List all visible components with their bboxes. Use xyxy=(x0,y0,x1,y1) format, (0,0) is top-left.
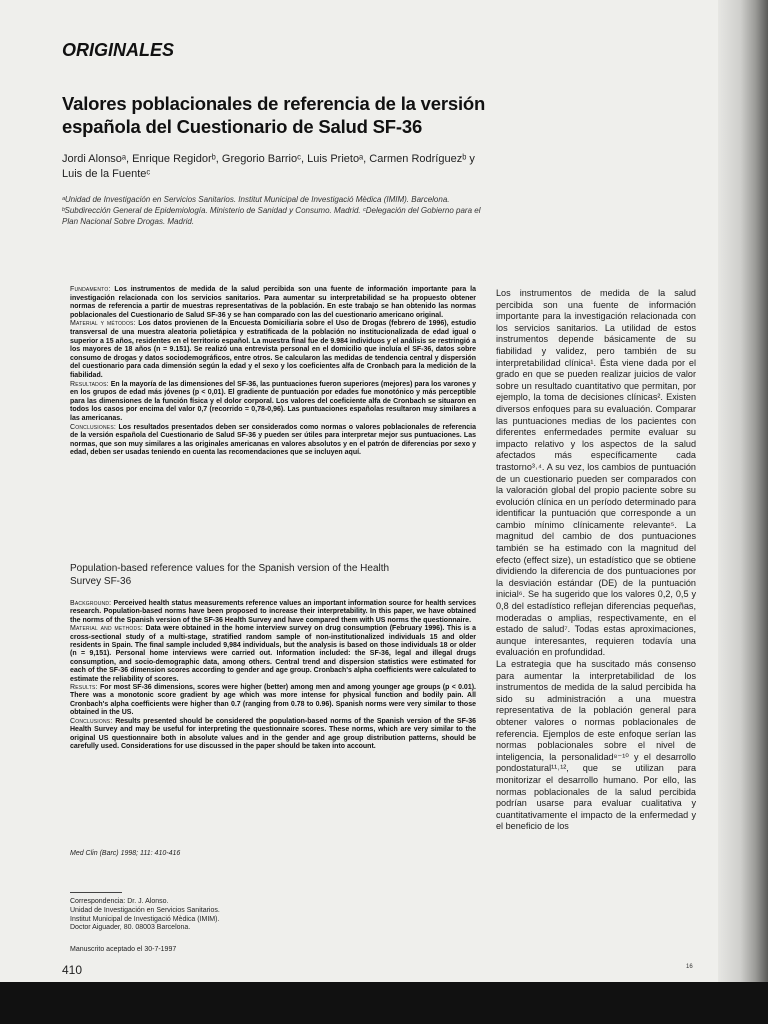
correspondence xyxy=(70,898,330,933)
abstract-label: Results: xyxy=(70,684,98,692)
author-list: Jordi Alonsoᵃ, Enrique Regidorᵇ, Gregorio Barrioᶜ, Luis Prietoᵃ, Carmen Rodríguezᵇ y Luis de la Fuenteᶜ xyxy=(62,153,475,180)
abstract-label: Background: xyxy=(70,600,112,607)
correspondence-line: Doctor Aiguader, 80. 08003 Barcelona. xyxy=(70,924,191,932)
page-gutter-shadow xyxy=(718,0,768,982)
abstract-conclusions: Conclusions: Results presented should be considered the population-based norms of the Spanish version of the SF-36 Health Survey and may be useful for interpreting the questionnaire scores. These norms, which are very similar to the original US questionnaire both in absolute values and in the gender and age group distribution patterns, should be carefully used. Considerations for use discussed in the paper should be taken into account. xyxy=(70,717,476,750)
abstract-results: Results: For most SF-36 dimensions, scores were higher (better) among men and among younger age groups (p < 0.01). There was a monotonic score gradient by age which was more intense for physical function and bodily pain. All Cronbach's alpha coefficients were higher than 0.7 (ranging from 0.78 to 0.96). Spanish norms were very similar to those obtained in the US. xyxy=(70,684,476,717)
abstract-resultados: Resultados: En la mayoría de las dimensiones del SF-36, las puntuaciones fueron superiores (mejores) para los varones y en los grupos de edad más jóvenes (p < 0,01). El gradiente de puntuación por edades fue monotónico y más perceptible para las dimensiones de la función física y el dolor corporal. Los valores del coeficiente alfa de Cronbach se situaron en todos los casos por encima del valor 0,7 (recorrido = 0,78-0,96). Las puntuaciones españolas resultaron muy similares a las americanas. xyxy=(70,380,476,422)
abstract-english xyxy=(70,600,476,751)
corner-page-marker: 16 xyxy=(686,964,693,970)
affiliations: ᵃUnidad de Investigación en Servicios Sanitarios. Institut Municipal de Investigació Mèdica (IMIM). Barcelona. ᵇSubdirección General de Epidemiología. Ministerio de Sanidad y Consumo. Madrid. ᶜDelegación del Gobierno para el Plan Nacional Sobre Drogas. Madrid. xyxy=(62,195,481,226)
abstract-label: Material y métodos: xyxy=(70,320,136,328)
body-paragraph: La estrategia que ha suscitado más consenso para aumentar la interpretabilidad de los instrumentos de medida de la salud percibida ha sido su administración a una muestra representativa de la población general para obtener valores o normas poblacionales de referencia. Ejemplos de este enfoque serían las normas poblacionales sobre el nivel de inteligencia, la personalidad⁸⁻¹⁰ y el desarrollo pondostatural¹¹˒¹², que se utilizan para monitorizar el desarrollo humano. Por ello, las normas poblacionales de la salud percibida podrían usarse para evaluar cualitativa y cuantitativamente el impacto de la enfermedad y el beneficio de los xyxy=(496,659,696,832)
page-number: 410 xyxy=(62,963,83,977)
abstract-background: Background: Perceived health status measurements reference values an important information source for health services research. Population-based norms have been proposed to increase their interpretability. In this paper, we have obtained the norms of the Spanish version of the SF-36 Health Survey and have compared them with US norms the questionnaire. xyxy=(70,600,476,624)
abstract-conclusiones: Conclusiones: Los resultados presentados deben ser considerados como normas o valores poblacionales de referencia de la versión española del Cuestionario de Salud SF-36 y pueden ser útiles para interpretar mejor sus puntuaciones. Las normas, que son muy similares a las originales americanas en valores absolutos y en el patrón de diferencias por sexo y edad, deben ser usadas teniendo en cuenta las recomendaciones que se incluyen aquí. xyxy=(70,423,476,457)
body-paragraph: Los instrumentos de medida de la salud percibida son una fuente de información importante para la investigación relacionada con los servicios sanitarios. La utilidad de estos instrumentos depende básicamente de su fiabilidad y validez, pero también de su interpretabilidad clínica¹. Ésta viene dada por el grado en que se pueden realizar juicios de valor sobre un resultado cuantitativo que permitan, por ejemplo, la toma de decisiones clínicas². Existen diversos enfoques para su evaluación. Comparar las puntuaciones medias de los pacientes con diferentes enfermedades permite evaluar su impacto relativo y los aspectos de la salud afectados más específicamente cada trastorno³˒⁴. A su vez, los cambios de puntuación de un cuestionario pueden ser comparados con la valoración global del propio paciente sobre su evolución clínica en un período determinado para identificar la puntuación que corresponde a un cambio mínimo clínicamente relevante⁵. La magnitud del cambio de dos puntuaciones también se ha estimado con la magnitud del efecto (effect size), un estadístico que se obtiene dividiendo la diferencia de dos puntuaciones por la desviación estándar (DE) de la puntuación inicial⁶. Se ha sugerido que los valores 0,2, 0,5 y 0,8 del estadístico reflejan diferencias pequeñas, moderadas o amplias, respectivamente, en el estado de salud⁷. Todas estas aproximaciones, aunque interesantes, requieren todavía una evaluación en profundidad. xyxy=(496,288,696,658)
body-text-column xyxy=(496,288,696,833)
scan-bottom-band xyxy=(0,982,768,1024)
abstract-methods: Material and methods: Data were obtained in the home interview survey on drug consumption (February 1996). This is a cross-sectional study of a multi-stage, stratified random sample of non-institutionalized individuals 15 and older residents in Spain. The final sample included 9,984 individuals, but the analysis is based on those individuals 18 or older (n = 9,151). Personal home interviews were carried out. Information included: the SF-36, legal and illegal drugs consumption, and socio-demographic data, among others. Central trend and dispersion statistics were estimated for each of the SF-36 dimension scores according to gender and age group. Cronbach's alpha coefficients were calculated to estimate the reliability of scores. xyxy=(70,625,476,683)
correspondence-line: Institut Municipal de Investigació Mèdica (IMIM). xyxy=(70,915,220,923)
article-title: Valores poblacionales de referencia de la versión española del Cuestionario de Salud SF-36 xyxy=(62,93,486,137)
abstract-label: Conclusions: xyxy=(70,717,113,725)
abstract-label: Fundamento: xyxy=(70,286,111,293)
abstract-metodos: Material y métodos: Los datos provienen de la Encuesta Domiciliaria sobre el Uso de Drogas (febrero de 1996), estudio transversal de una muestra aleatoria polietápica y estratificada de la población no institucionalizada de edad igual o superior a 15 años, residentes en el territorio español. La muestra final fue de 9.984 individuos y el análisis se restringió a los mayores de 18 años (n = 9.151). Se realizó una entrevista personal en el domicilio que incluía el SF-36, datos sobre consumo de drogas y datos sociodemográficos, entre otros. Se calcularon las medidas de tendencia central y dispersión del cuestionario para cada dimensión según la edad y el sexo y los coeficientes alfa de Cronbach para la medición de la fiabilidad. xyxy=(70,320,476,379)
section-label: ORIGINALES xyxy=(62,40,175,60)
footnote-divider xyxy=(70,892,122,893)
manuscript-accepted-date: Manuscrito aceptado el 30-7-1997 xyxy=(70,946,177,953)
correspondence-line: Correspondencia: Dr. J. Alonso. xyxy=(70,898,169,905)
abstract-label: Conclusiones: xyxy=(70,423,116,431)
abstract-fundamento: Fundamento: Los instrumentos de medida de la salud percibida son una fuente de información importante para la investigación relacionada con los servicios sanitarios. Para aumentar su interpretabilidad se ha propuesto obtener normas de referencia a partir de muestras representativas de la población. En este trabajo se han obtenido las normas poblacionales del Cuestionario de Salud SF-36 y se han comparado con las del cuestionario americano original. xyxy=(70,286,476,319)
english-title: Population-based reference values for the Spanish version of the Health Survey SF-36 xyxy=(70,563,390,587)
journal-citation: Med Clin (Barc) 1998; 111: 410-416 xyxy=(70,850,181,857)
abstract-spanish xyxy=(70,286,476,458)
correspondence-line: Unidad de Investigación en Servicios Sanitarios. xyxy=(70,906,220,914)
abstract-label: Material and methods: xyxy=(70,625,144,633)
abstract-label: Resultados: xyxy=(70,380,109,388)
